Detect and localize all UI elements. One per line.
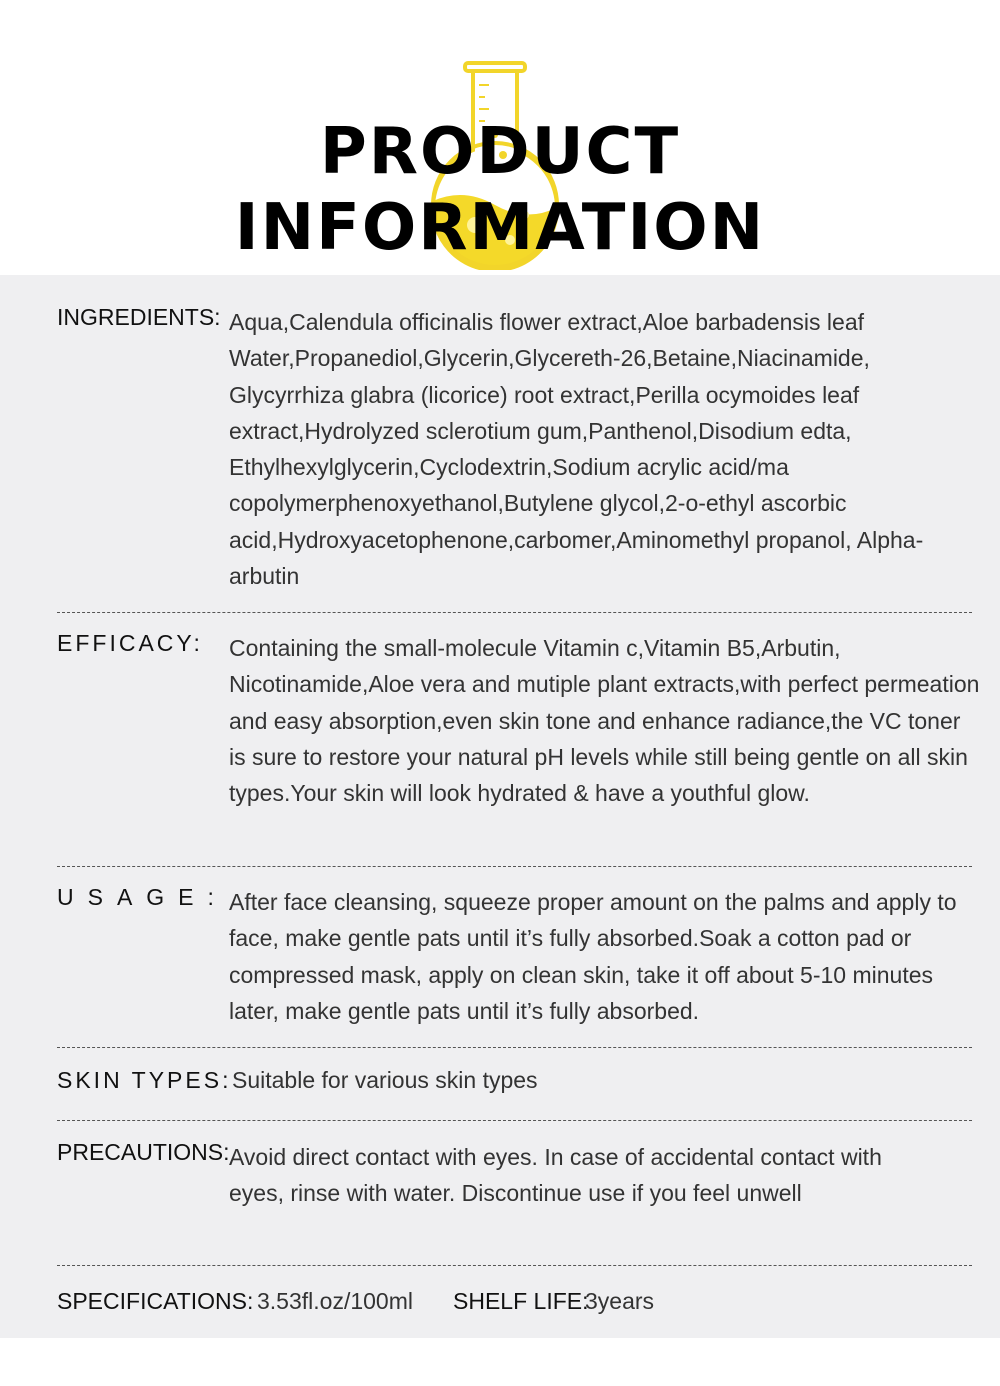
efficacy-label: EFFICACY: [57,630,203,656]
skin-types-label: SKIN TYPES: [57,1067,232,1093]
efficacy-text: Containing the small-molecule Vitamin c,Vitamin B5,Arbutin, Nicotinamide,Aloe vera and mutiple plant extracts,with perfect permeation and easy absorption,even skin tone and enhance radiance,the VC toner is sure to restore your natural pH levels while still being gentle on all skin types.Your skin will look hydrated & have a youthful glow. [229,635,980,807]
precautions-label: PRECAUTIONS: [57,1139,230,1165]
shelf-life-label: SHELF LIFE: [453,1288,589,1314]
shelf-life-value: 3years [585,1288,655,1314]
usage-label: USAGE: [57,884,228,910]
ingredients-text: Aqua,Calendula officinalis flower extract,Aloe barbadensis leaf Water,Propanediol,Glycerin,Glycereth-26,Betaine,Niacinamide, Glycyrrhiza glabra (licorice) root extract,Perilla ocymoides leaf extract,Hydrolyzed sclerotium gum,Panthenol,Disodium edta, Ethylhexylglycerin,Cyclodextrin,Sodium acrylic acid/ma copolymerphenoxyethanol,Butylene glycol,2-o-ethyl ascorbic acid,Hydroxyacetophenone,carbomer,Aminomethyl propanol, Alpha-arbutin [229,309,924,590]
divider [57,866,972,867]
page-title-line1: PRODUCT [319,115,681,189]
skin-types-text: Suitable for various skin types [232,1067,538,1093]
divider [57,1047,972,1048]
usage-text: After face cleansing, squeeze proper amount on the palms and apply to face, make gentle pats until it’s fully absorbed.Soak a cotton pad or compressed mask, apply on clean skin, take it off about 5-10 minutes later, make gentle pats until it’s fully absorbed. [229,889,957,1024]
precautions-text: Avoid direct contact with eyes. In case of accidental contact with eyes, rinse with water. Discontinue use if you feel unwell [229,1144,882,1207]
header [0,0,1000,275]
divider [57,1265,972,1266]
specifications-label: SPECIFICATIONS: [57,1288,254,1314]
specifications-value: 3.53fl.oz/100ml [257,1288,413,1314]
page-title-line2: INFORMATION [234,191,766,265]
divider [57,1120,972,1121]
ingredients-label: INGREDIENTS: [57,304,221,330]
divider [57,612,972,613]
